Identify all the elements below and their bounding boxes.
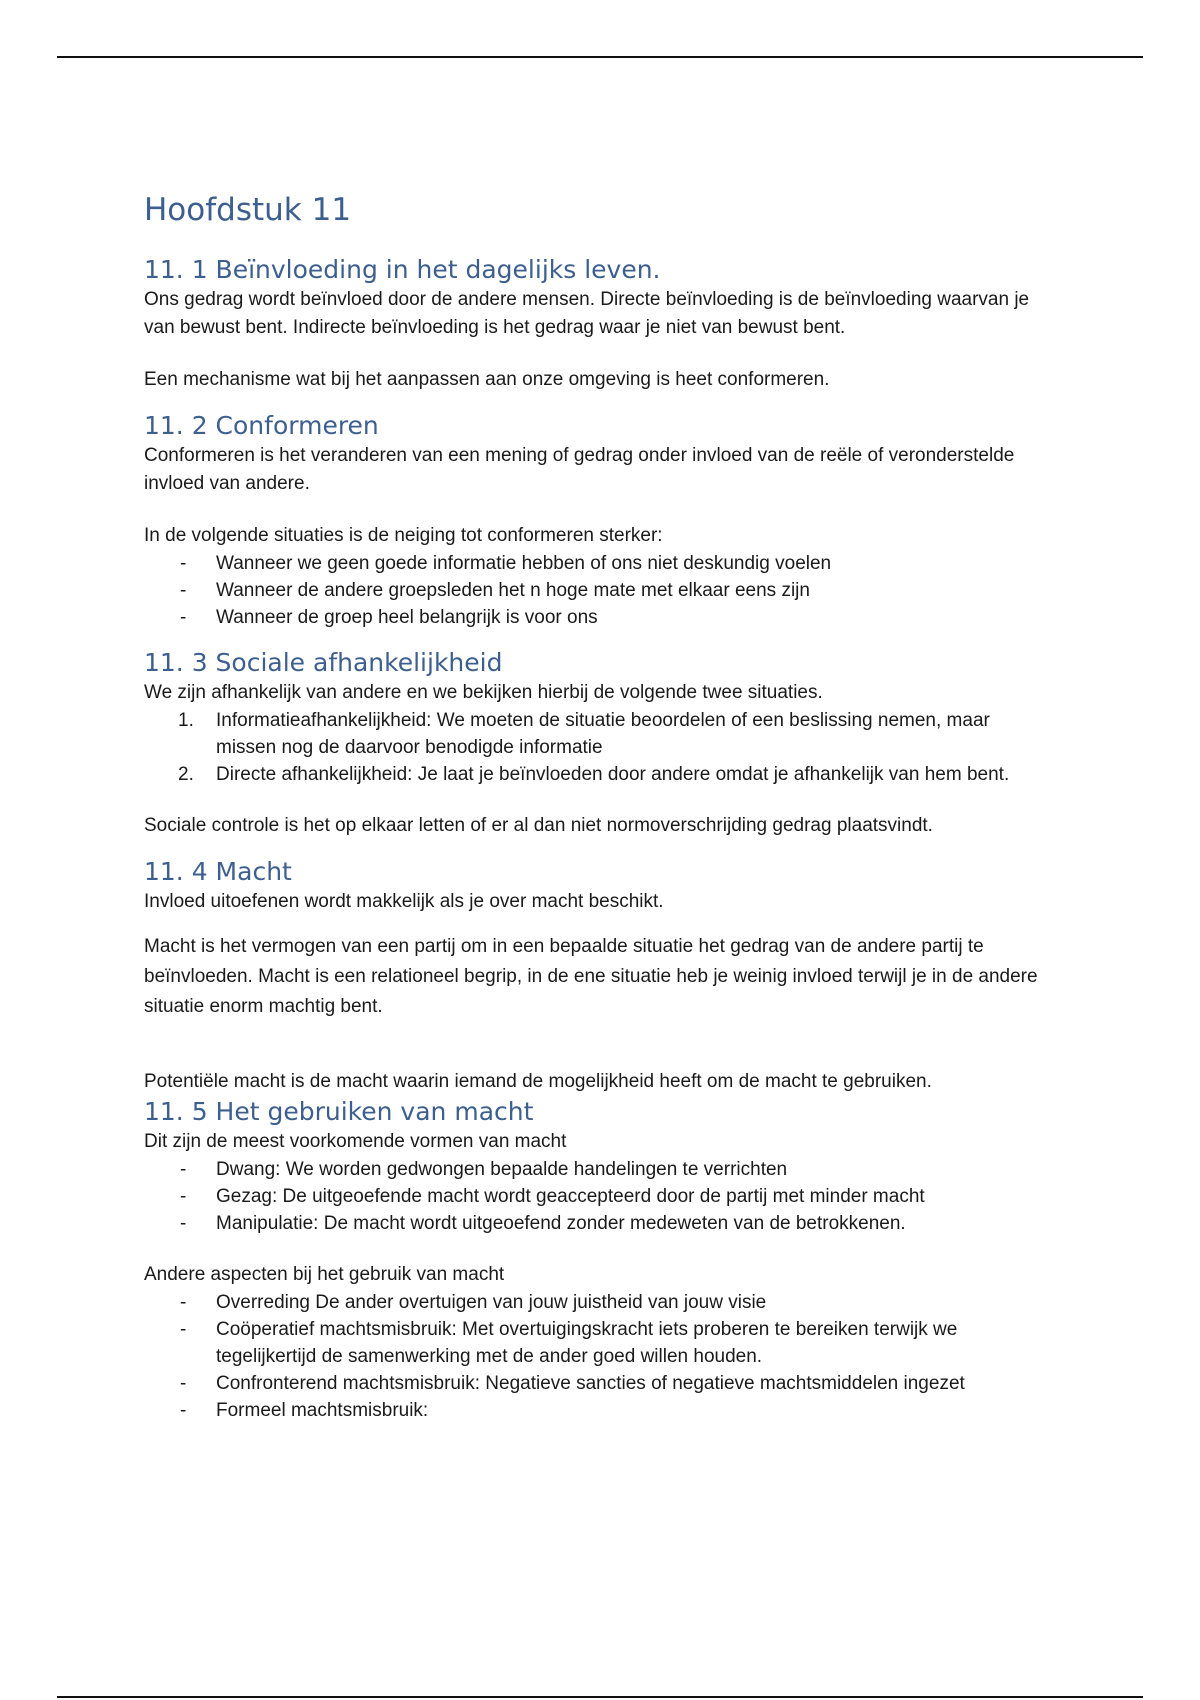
list-item: 2. Directe afhankelijkheid: Je laat je beïnvloeden door andere omdat je afhankelijk van hem bent. — [144, 761, 1054, 788]
list-item: - Formeel machtsmisbruik: — [144, 1397, 1054, 1424]
page-title: Hoofdstuk 11 — [144, 192, 352, 228]
bullet-list — [144, 1156, 1054, 1237]
list-item: - Confronterend machtsmisbruik: Negatieve sancties of negatieve machtsmiddelen ingezet — [144, 1370, 1054, 1397]
document-body — [144, 190, 1054, 1424]
section-11-2 — [144, 410, 1054, 631]
bullet-marker: - — [180, 1292, 187, 1313]
paragraph: Sociale controle is het op elkaar letten of er al dan niet normoverschrijding gedrag plaatsvindt. — [144, 815, 933, 836]
bullet-marker: - — [180, 1186, 187, 1207]
paragraph: We zijn afhankelijk van andere en we bekijken hierbij de volgende twee situaties. — [144, 682, 823, 703]
paragraph: Dit zijn de meest voorkomende vormen van macht — [144, 1131, 567, 1152]
list-item: - Coöperatief machtsmisbruik: Met overtuigingskracht iets proberen te bereiken terwijk we tegelijkertijd de samenwerking met de ander goed willen houden. — [144, 1316, 1054, 1370]
paragraph: Macht is het vermogen van een partij om in een bepaalde situatie het gedrag van de andere partij te beïnvloeden. Macht is een relationeel begrip, in de ene situatie heb je weinig invloed terwijl je in de andere situatie enorm machtig bent. — [144, 936, 1038, 1017]
header-rule — [57, 56, 1143, 58]
bullet-list — [144, 550, 1054, 631]
section-heading: 11. 1 Beïnvloeding in het dagelijks leven. — [144, 255, 661, 284]
number-marker: 1. — [178, 710, 194, 731]
bullet-marker: - — [180, 1159, 187, 1180]
section-11-1 — [144, 254, 1054, 394]
bullet-marker: - — [180, 1400, 187, 1421]
list-item: - Gezag: De uitgeoefende macht wordt geaccepteerd door de partij met minder macht — [144, 1183, 1054, 1210]
section-heading: 11. 3 Sociale afhankelijkheid — [144, 648, 503, 677]
list-item: 1. Informatieafhankelijkheid: We moeten de situatie beoordelen of een beslissing nemen, maar missen nog de daarvoor benodigde informatie — [144, 707, 1054, 761]
list-item: - Dwang: We worden gedwongen bepaalde handelingen te verrichten — [144, 1156, 1054, 1183]
section-11-3 — [144, 647, 1054, 840]
paragraph: Potentiële macht is de macht waarin iemand de mogelijkheid heeft om de macht te gebruiken. — [144, 1071, 932, 1092]
bullet-marker: - — [180, 1319, 187, 1340]
paragraph: Ons gedrag wordt beïnvloed door de andere mensen. Directe beïnvloeding is de beïnvloeding waarvan je van bewust bent. Indirecte beïnvloeding is het gedrag waar je niet van bewust bent. — [144, 289, 1030, 338]
paragraph: Een mechanisme wat bij het aanpassen aan onze omgeving is heet conformeren. — [144, 369, 830, 390]
bullet-marker: - — [180, 607, 187, 628]
list-item: - Manipulatie: De macht wordt uitgeoefend zonder medeweten van de betrokkenen. — [144, 1210, 1054, 1237]
bullet-marker: - — [180, 1213, 187, 1234]
bullet-marker: - — [180, 553, 187, 574]
bullet-marker: - — [180, 1373, 187, 1394]
section-11-5 — [144, 1096, 1054, 1424]
paragraph: In de volgende situaties is de neiging tot conformeren sterker: — [144, 525, 663, 546]
section-heading: 11. 2 Conformeren — [144, 411, 379, 440]
paragraph: Conformeren is het veranderen van een mening of gedrag onder invloed van de reële of veronderstelde invloed van andere. — [144, 445, 1015, 494]
bullet-marker: - — [180, 580, 187, 601]
paragraph: Andere aspecten bij het gebruik van macht — [144, 1264, 505, 1285]
section-11-4 — [144, 856, 1054, 1096]
list-item: - Wanneer de groep heel belangrijk is voor ons — [144, 604, 1054, 631]
list-item: - Wanneer we geen goede informatie hebben of ons niet deskundig voelen — [144, 550, 1054, 577]
list-item: - Overreding De ander overtuigen van jouw juistheid van jouw visie — [144, 1289, 1054, 1316]
footer-rule — [57, 1696, 1143, 1698]
number-marker: 2. — [178, 764, 194, 785]
section-heading: 11. 5 Het gebruiken van macht — [144, 1097, 534, 1126]
bullet-list — [144, 1289, 1054, 1424]
list-item: - Wanneer de andere groepsleden het n hoge mate met elkaar eens zijn — [144, 577, 1054, 604]
section-heading: 11. 4 Macht — [144, 857, 292, 886]
numbered-list — [144, 707, 1054, 788]
paragraph: Invloed uitoefenen wordt makkelijk als je over macht beschikt. — [144, 891, 664, 912]
